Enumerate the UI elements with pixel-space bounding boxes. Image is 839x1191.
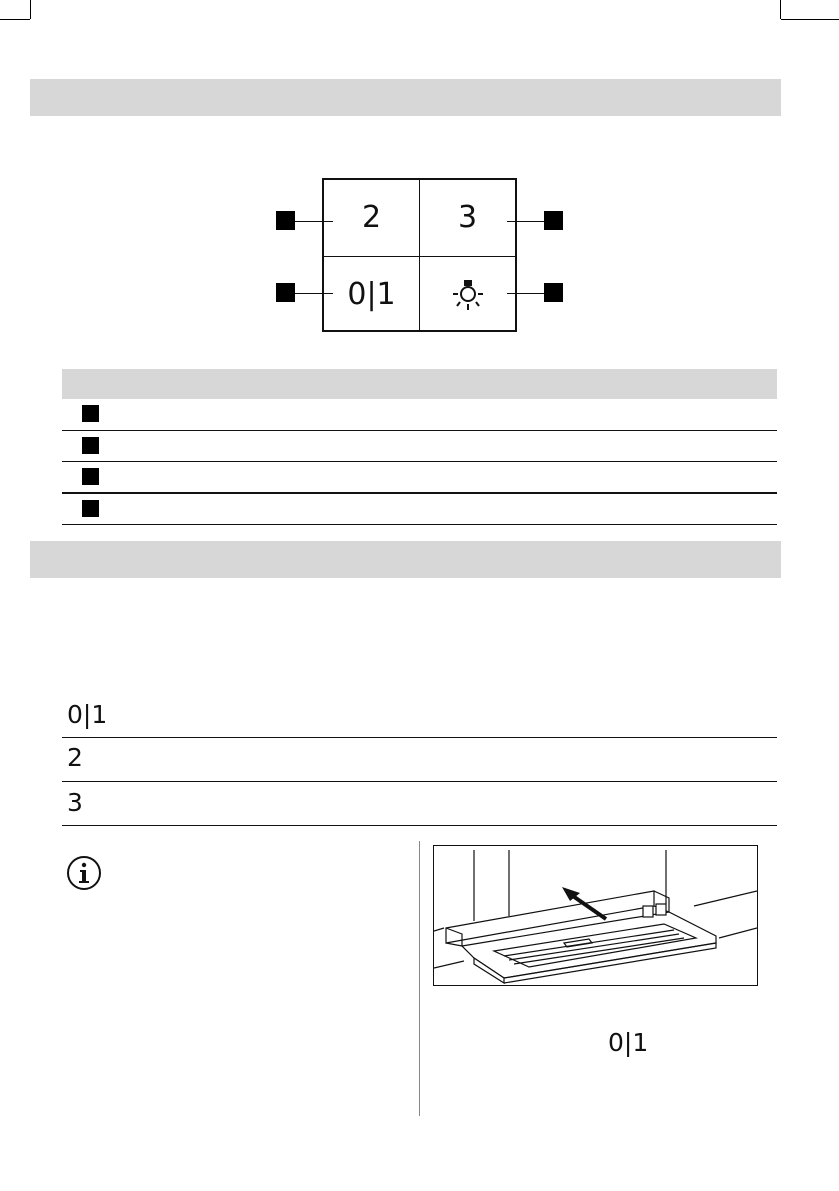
mode-symbol: 2 — [67, 743, 83, 772]
marker-square — [82, 468, 99, 485]
callout-marker — [544, 283, 563, 302]
hood-illustration-drawing — [434, 846, 757, 985]
legend-row — [62, 494, 777, 525]
legend-table-header — [62, 369, 777, 399]
callout-leader — [507, 293, 544, 294]
speed-2-label: 2 — [361, 200, 382, 235]
callout-marker — [276, 211, 295, 230]
legend-row — [62, 462, 777, 493]
callout-leader — [295, 221, 333, 222]
marker-square — [82, 405, 99, 422]
light-button[interactable] — [420, 257, 515, 332]
mode-row-speed-2 — [62, 738, 777, 782]
on-off-button[interactable] — [324, 257, 419, 332]
control-panel — [322, 178, 517, 332]
light-bulb-icon — [448, 275, 488, 315]
mode-row-speed-3 — [62, 782, 777, 826]
crop-mark — [30, 0, 31, 19]
callout-leader — [507, 221, 544, 222]
inline-on-off-symbol: 0|1 — [608, 1028, 649, 1057]
callout-leader — [295, 293, 333, 294]
section-heading-bar — [30, 541, 781, 578]
legend-row — [62, 400, 777, 431]
callout-marker — [544, 211, 563, 230]
marker-square — [82, 437, 99, 454]
legend-row — [62, 431, 777, 462]
speed-3-label: 3 — [457, 200, 478, 235]
callout-marker — [276, 283, 295, 302]
crop-mark — [0, 19, 30, 20]
hood-pull-out-illustration — [433, 845, 758, 986]
crop-mark — [781, 19, 839, 20]
marker-square — [82, 500, 99, 517]
speed-2-button[interactable] — [324, 180, 419, 255]
on-off-label: 0|1 — [347, 277, 396, 312]
column-divider — [419, 841, 420, 1116]
speed-3-button[interactable] — [420, 180, 515, 255]
mode-symbol: 3 — [67, 788, 83, 817]
crop-mark — [780, 0, 781, 19]
mode-symbol: 0|1 — [67, 700, 108, 729]
mode-row-on-off — [62, 694, 777, 738]
section-heading-bar — [30, 79, 781, 116]
info-icon — [66, 855, 102, 891]
